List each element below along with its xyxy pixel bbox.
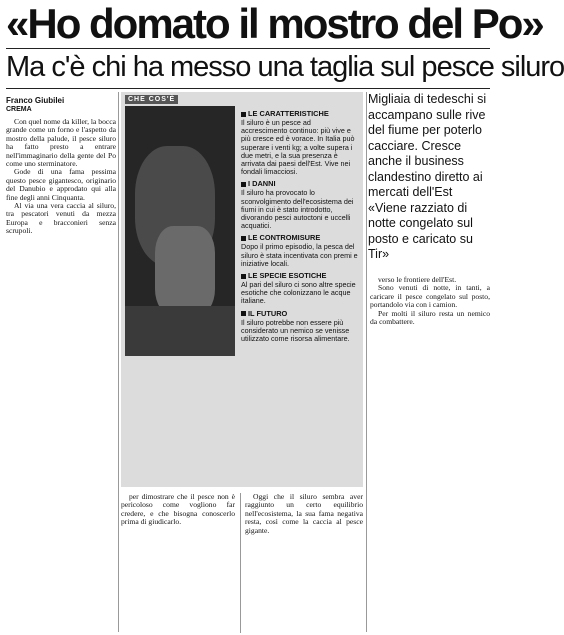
sidebar-summary: Migliaia di tedeschi si accampano sulle rive del fiume per poterlo cacciare. Cresce anche il business clandestino diretto ai mercati dell'Est «Viene razziato di notte congelato sul posto e caricato su Tir» — [368, 92, 487, 261]
fact-title: IL FUTURO — [241, 309, 359, 318]
subheadline: Ma c'è chi ha messo una taglia sul pesce siluro — [6, 51, 564, 83]
fact-title: LE SPECIE ESOTICHE — [241, 271, 359, 280]
fact-title: I DANNI — [241, 179, 359, 188]
paragraph: Per molti il siluro resta un nemico da combattere. — [370, 308, 490, 327]
divider — [6, 88, 490, 89]
fact-text: Al pari del siluro ci sono altre specie esotiche che colonizzano le acque italiane. — [241, 280, 356, 306]
column-divider — [240, 493, 241, 633]
headline: «Ho domato il mostro del Po» — [6, 0, 543, 47]
catfish-photo — [125, 106, 235, 356]
article-column-1 — [6, 118, 116, 632]
square-bullet-icon — [241, 274, 246, 279]
fact-title: LE CARATTERISTICHE — [241, 109, 359, 118]
fact-text: Il siluro potrebbe non essere più considerato un nemico se venisse utilizzato come risorsa alimentare. — [241, 317, 350, 344]
fact-title: LE CONTROMISURE — [241, 233, 359, 242]
facts-list — [241, 106, 359, 484]
square-bullet-icon — [241, 112, 246, 117]
panel-tag: CHE COS'È — [125, 95, 178, 104]
column-divider — [366, 92, 367, 632]
article-column-4 — [370, 276, 490, 633]
article-column-2 — [121, 493, 235, 633]
byline: Franco Giubilei — [6, 96, 65, 105]
article-column-3 — [245, 493, 363, 633]
fact-text: Il siluro è un pesce ad accrescimento continuo: più vive e più cresce ed è vorace. In Italia può superare i venti kg; a volte supera i due metri, e la sua presenza è arrivata dai paesi dell'Est. Vive nei fondali limacciosi. — [241, 118, 355, 177]
paragraph: Al via una vera caccia al siluro, tra pescatori venuti da mezza Europa e bracconieri senza scrupoli. — [6, 201, 116, 236]
square-bullet-icon — [241, 182, 246, 187]
fact-text: Il siluro ha provocato lo sconvolgimento dell'ecosistema dei fiumi in cui è stato introdotto, divorando pesci autoctoni e uccelli acquatici. — [241, 188, 354, 231]
divider — [6, 48, 490, 49]
paragraph: per dimostrare che il pesce non è pericoloso come vogliono far credere, e che bisogna conoscerlo prima di giudicarlo. — [121, 492, 235, 527]
square-bullet-icon — [241, 236, 246, 241]
fact-text: Dopo il primo episodio, la pesca del siluro è stata incentivata con premi e iniziative locali. — [241, 242, 358, 268]
info-panel — [121, 92, 363, 487]
column-divider — [118, 92, 119, 632]
paragraph: Gode di una fama pessima questo pesce gigantesco, originario del Danubio e approdato qui alla fine degli anni Cinquanta. — [6, 167, 116, 202]
paragraph: Sono venuti di notte, in tanti, a caricare il pesce congelato sul posto, portandolo via con i camion. — [370, 283, 490, 310]
paragraph: Oggi che il siluro sembra aver raggiunto un certo equilibrio nell'ecosistema, la sua fama negativa resta, così come la caccia al pesce gigante. — [245, 492, 363, 535]
paragraph: verso le frontiere dell'Est. — [378, 275, 457, 284]
paragraph: Con quel nome da killer, la bocca grande come un forno e l'aspetto da mostro della palude, il pesce siluro ha fatto presto a entrare nell'immaginario della gente del Po come uno sterminatore. — [6, 117, 116, 169]
square-bullet-icon — [241, 311, 246, 316]
dateline: CREMA — [6, 106, 32, 113]
